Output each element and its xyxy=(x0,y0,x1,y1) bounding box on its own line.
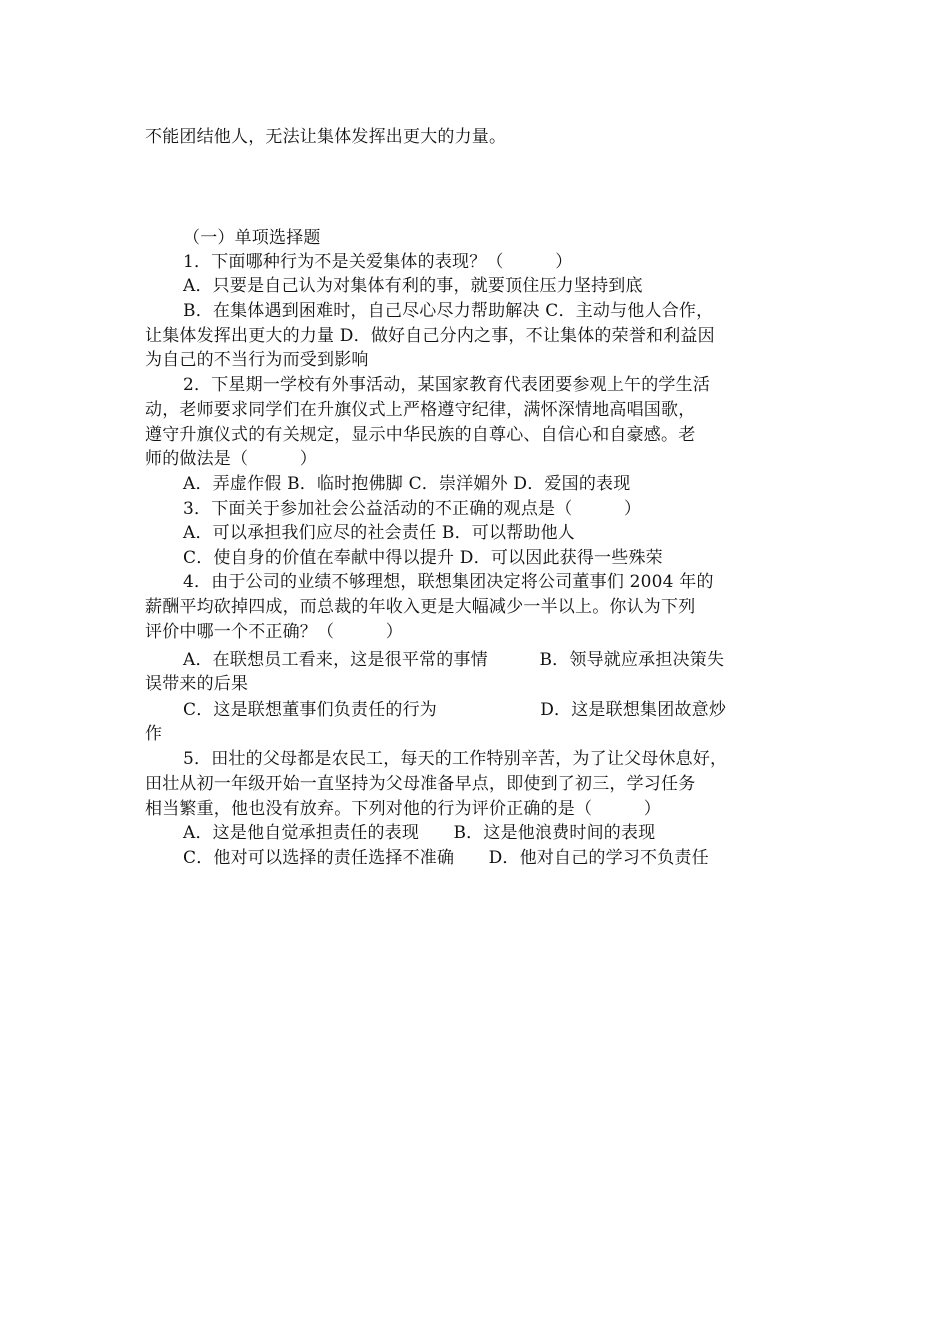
question-5-stem: 5．田壮的父母都是农民工，每天的工作特别辛苦，为了让父母休息好， xyxy=(183,749,728,769)
question-2-options: A．弄虚作假 B．临时抱佛脚 C．崇洋媚外 D．爱国的表现 xyxy=(183,474,631,494)
question-4-option-b-cont: 误带来的后果 xyxy=(145,674,249,694)
question-1-option-d-cont: 为自己的不当行为而受到影响 xyxy=(145,350,369,370)
question-1-stem: 1．下面哪种行为不是关爱集体的表现？（ ） xyxy=(183,252,573,272)
question-1-option-c-d: 让集体发挥出更大的力量 D．做好自己分内之事，不让集体的荣誉和利益因 xyxy=(145,326,715,346)
question-5-stem-line-3: 相当繁重，他也没有放弃。下列对他的行为评价正确的是（ ） xyxy=(145,799,661,819)
question-5-stem-line-2: 田壮从初一年级开始一直坚持为父母准备早点，即使到了初三，学习任务 xyxy=(145,774,696,794)
section-heading: （一）单项选择题 xyxy=(183,228,321,248)
intro-carryover-text: 不能团结他人，无法让集体发挥出更大的力量。 xyxy=(145,127,507,147)
question-2-stem-line-4: 师的做法是（ ） xyxy=(145,449,317,469)
question-4-options-a-b: A．在联想员工看来，这是很平常的事情 B．领导就应承担决策失 xyxy=(183,650,725,670)
question-5-options-c-d: C．他对可以选择的责任选择不准确 D．他对自己的学习不负责任 xyxy=(183,848,709,868)
question-1-option-b-c: B．在集体遇到困难时，自己尽心尽力帮助解决 C．主动与他人合作， xyxy=(183,301,714,321)
question-2-stem: 2．下星期一学校有外事活动，某国家教育代表团要参观上午的学生活 xyxy=(183,375,711,395)
question-5-options-a-b: A．这是他自觉承担责任的表现 B．这是他浪费时间的表现 xyxy=(183,823,656,843)
question-3-stem: 3．下面关于参加社会公益活动的不正确的观点是（ ） xyxy=(183,499,642,519)
question-1-option-a: A．只要是自己认为对集体有利的事，就要顶住压力坚持到底 xyxy=(183,276,643,296)
question-4-option-d-cont: 作 xyxy=(145,724,163,744)
question-4-options-c-d: C．这是联想董事们负责任的行为 D．这是联想集团故意炒 xyxy=(183,700,727,720)
question-3-options-c-d: C．使自身的价值在奉献中得以提升 D．可以因此获得一些殊荣 xyxy=(183,548,663,568)
question-2-stem-line-3: 遵守升旗仪式的有关规定，显示中华民族的自尊心、自信心和自豪感。老 xyxy=(145,425,696,445)
question-2-stem-line-2: 动，老师要求同学们在升旗仪式上严格遵守纪律，满怀深情地高唱国歌， xyxy=(145,400,696,420)
question-4-stem-line-3: 评价中哪一个不正确？（ ） xyxy=(145,622,403,642)
question-4-stem-line-2: 薪酬平均砍掉四成，而总裁的年收入更是大幅减少一半以上。你认为下列 xyxy=(145,597,696,617)
question-4-stem: 4．由于公司的业绩不够理想，联想集团决定将公司董事们 2004 年的 xyxy=(183,572,714,592)
question-3-options-a-b: A．可以承担我们应尽的社会责任 B．可以帮助他人 xyxy=(183,523,575,543)
